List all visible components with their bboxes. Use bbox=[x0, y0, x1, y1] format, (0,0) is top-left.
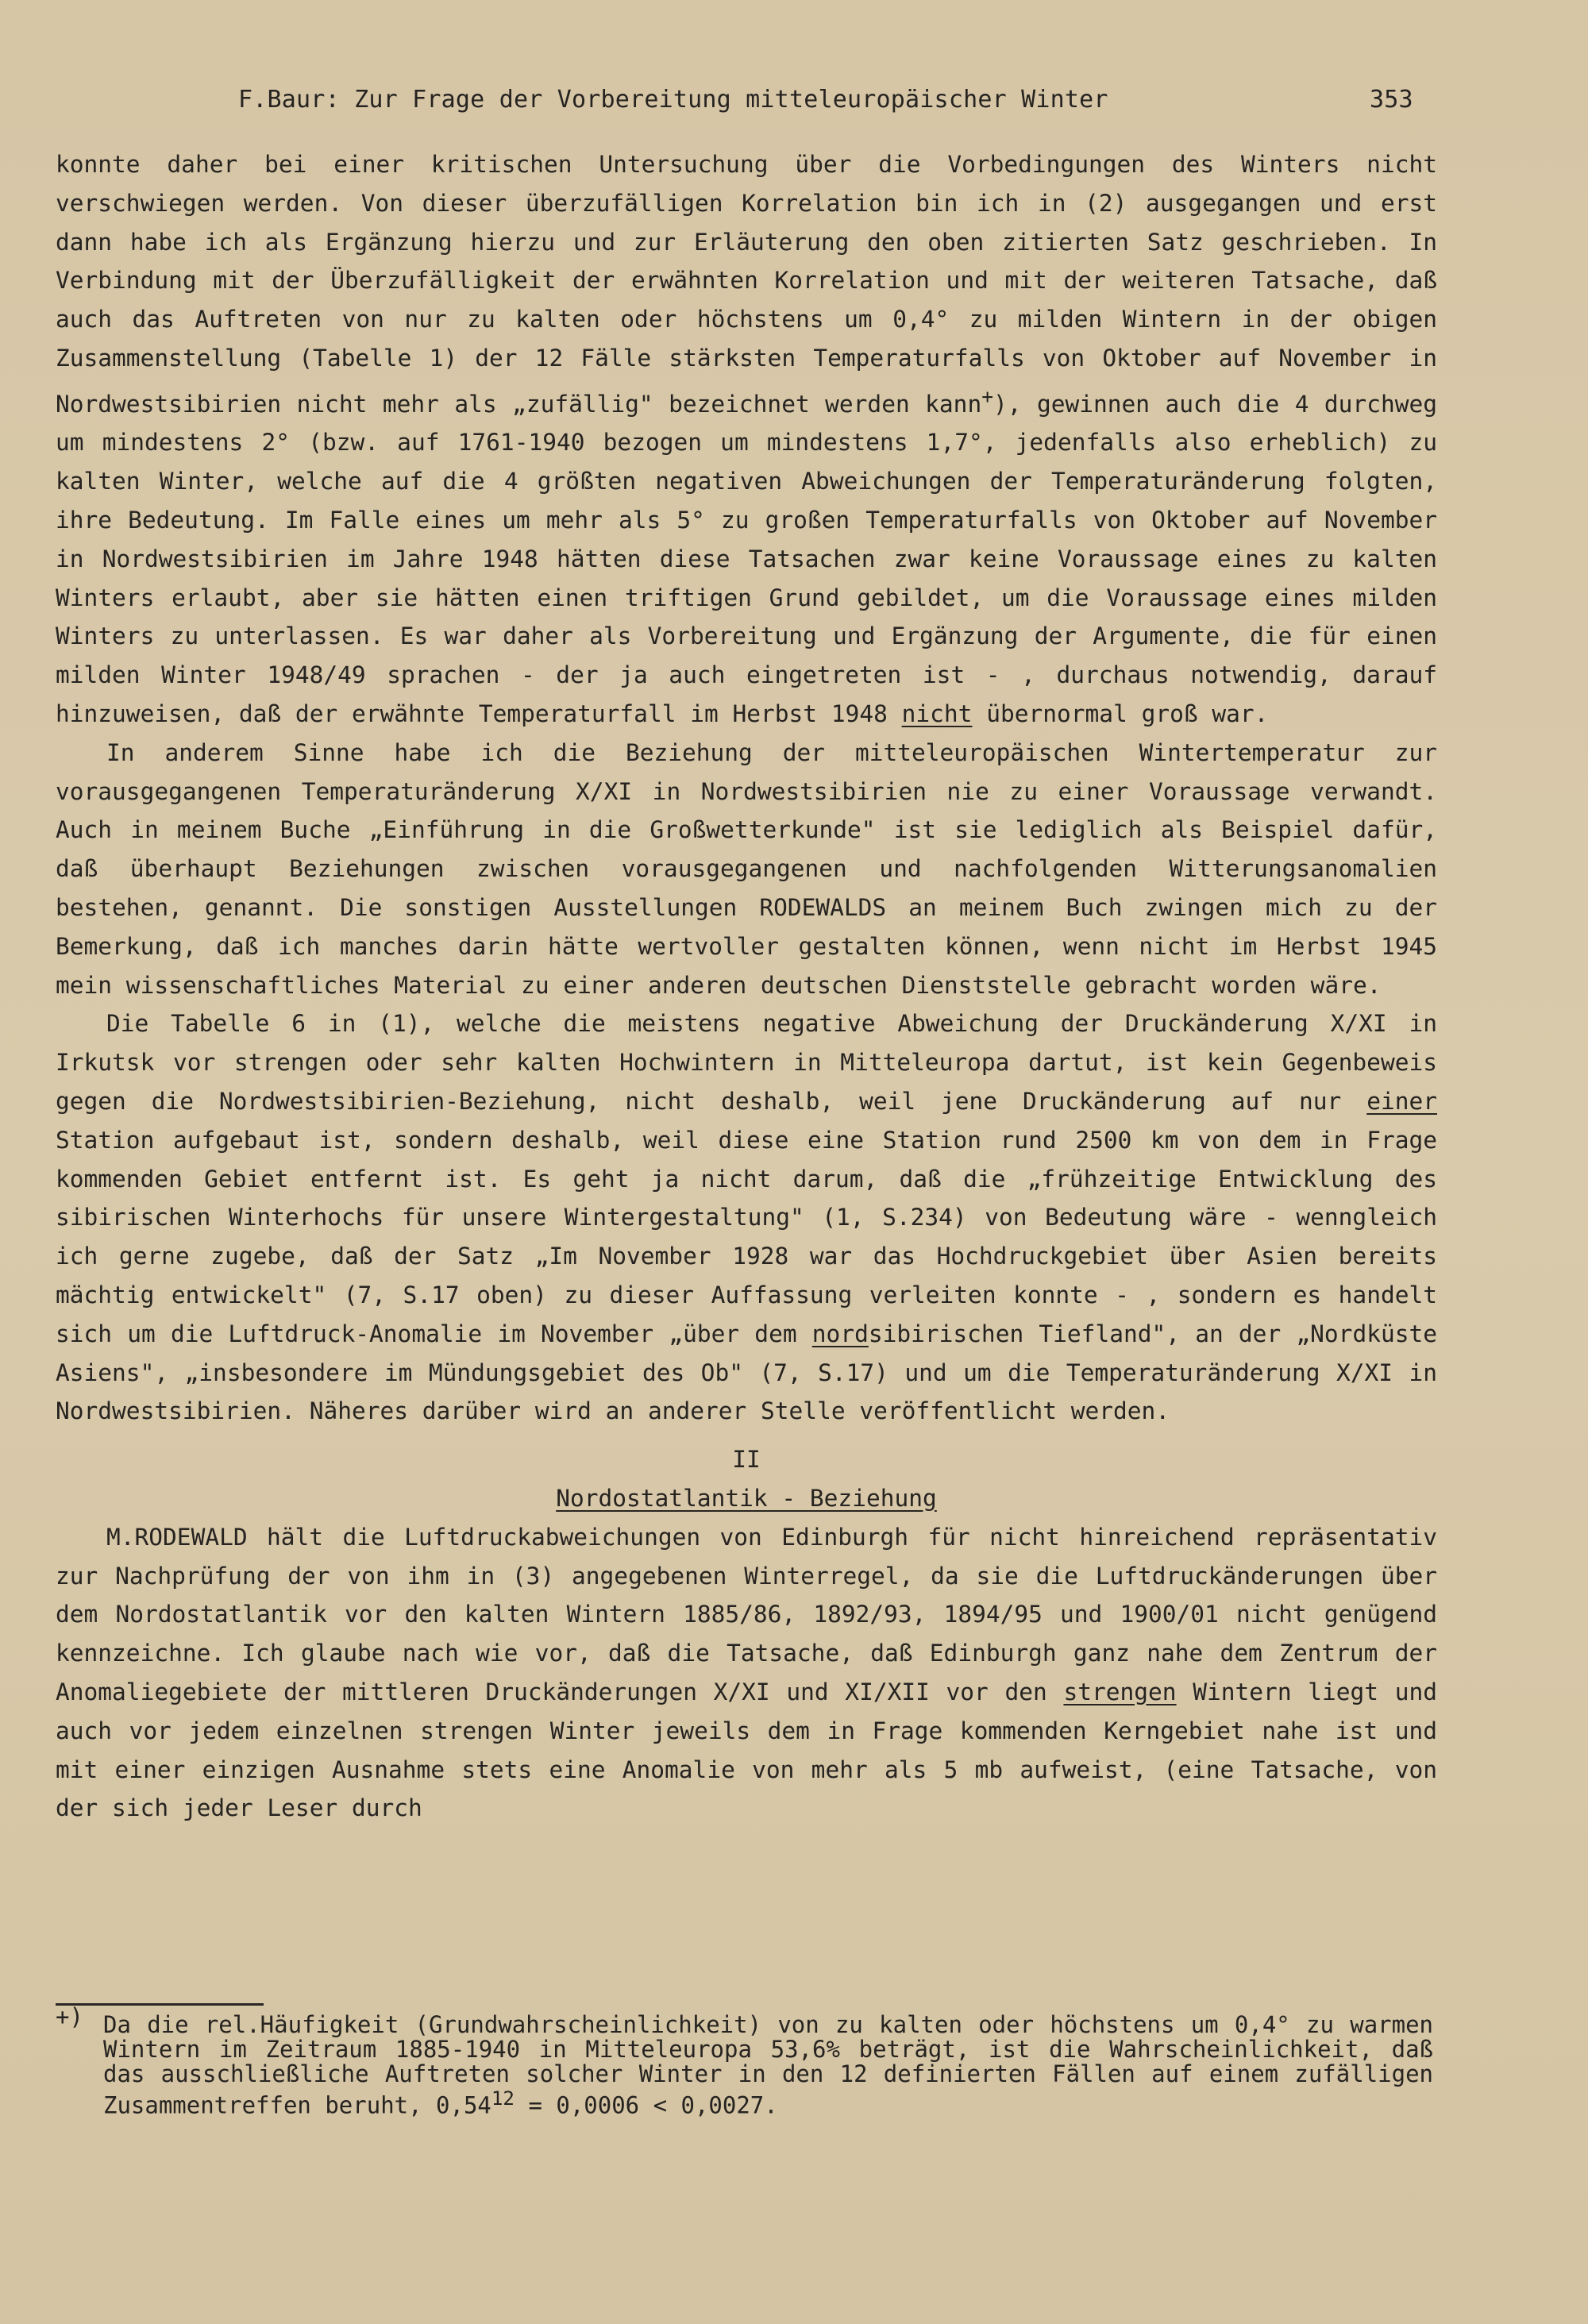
paragraph-4-text-a: M.RODEWALD hält die Luftdruckabweichungen von Edinburgh für nicht hinreichend repräsentativ zur Nachprüfung der von ihm in (3) angegebenen Winterregel, da sie die Luftdruckänderungen über dem Nordostatlantik vor den kalten Wintern 1885/86, 1892/93, 1894/95 und 1900/01 nicht genügend kennzeichne. Ich glaube nach wie vor, daß die Tatsache, daß Edinburgh ganz nahe dem Zentrum der Anomaliegebiete der mittleren Druckänderungen X/XI und XI/XII vor den bbox=[56, 1523, 1437, 1705]
footnote-text-a: Da die rel.Häufigkeit (Grundwahrscheinlichkeit) von zu kalten oder höchstens um 0,4° zu warmen Wintern im Zeitraum 1885-1940 in Mitteleuropa 53,6% beträgt, ist die Wahrscheinlichkeit, daß das ausschließliche Auftreten solcher Winter in den 12 definierten Fällen auf einem zufälligen Zusammentreffen beruht, 0,54 bbox=[103, 2011, 1433, 2119]
emphasis-einer: einer bbox=[1366, 1087, 1437, 1115]
footnote-text bbox=[103, 2013, 1433, 2118]
paragraph-2: In anderem Sinne habe ich die Beziehung der mitteleuropäischen Wintertemperatur zur vorausgegangenen Temperaturänderung X/XI in Nordwestsibirien nie zu einer Voraussage verwandt. Auch in meinem Buche „Einführung in die Großwetterkunde" ist sie lediglich als Beispiel dafür, daß überhaupt Beziehungen zwischen vorausgegangenen und nachfolgenden Witterungsanomalien bestehen, genannt. Die sonstigen Ausstellungen RODEWALDS an meinem Buch zwingen mich zu der Bemerkung, daß ich manches darin hätte wertvoller gestalten können, wenn nicht im Herbst 1945 mein wissenschaftliches Material zu einer anderen deutschen Dienststelle gebracht worden wäre. bbox=[56, 738, 1437, 999]
paragraph-3-text-b: Station aufgebaut ist, sondern deshalb, weil diese eine Station rund 2500 km von dem in Frage kommenden Gebiet entfernt ist. Es geht ja nicht darum, daß die „frühzeitige Entwicklung des sibirischen Winterhochs für unsere Wintergestaltung" (1, S.234) von Bedeutung wäre - wenngleich ich gerne zugebe, daß der Satz „Im November 1928 war das Hochdruckgebiet über Asien bereits mächtig entwickelt" (7, S.17 oben) zu dieser Auffassung verleiten konnte - , sondern es handelt sich um die Luftdruck-Anomalie im November „über dem bbox=[56, 1126, 1437, 1347]
main-text bbox=[56, 145, 1437, 1828]
paragraph-4 bbox=[56, 1518, 1437, 1828]
paragraph-4-text-b: Wintern liegt und auch vor jedem einzelnen strengen Winter jeweils dem in Frage kommenden Kerngebiet nahe ist und mit einer einzigen Ausnahme stets eine Anomalie von mehr als 5 mb aufweist, (eine Tatsache, von der sich jeder Leser durch bbox=[56, 1678, 1438, 1822]
paragraph-1-text-c: übernormal groß war. bbox=[986, 700, 1269, 727]
page-number: 353 bbox=[1370, 86, 1413, 114]
footnote-separator bbox=[56, 2003, 264, 2006]
footnote-mark: +) bbox=[56, 2003, 83, 2030]
paragraph-1 bbox=[56, 145, 1437, 734]
footnote bbox=[56, 2003, 1433, 2119]
emphasis-nicht: nicht bbox=[901, 700, 973, 727]
section-number: II bbox=[732, 1446, 761, 1474]
paragraph-3-text-a: Die Tabelle 6 in (1), welche die meistens negative Abweichung der Druckänderung X/XI in Irkutsk vor strengen oder sehr kalten Hochwintern in Mitteleuropa dartut, ist kein Gegenbeweis gegen die Nordwestsibirien-Beziehung, nicht deshalb, weil jene Druckänderung auf nur bbox=[56, 1010, 1437, 1115]
paragraph-3-text-c: sibirischen Tiefland", an der „Nordküste Asiens", „insbesondere im Mündungsgebiet des Ob" (7, S.17) und um die Temperaturänderung X/XI in Nordwestsibirien. Näheres darüber wird an anderer Stelle veröffentlicht werden. bbox=[56, 1320, 1438, 1425]
paragraph-1-text-a: konnte daher bei einer kritischen Untersuchung über die Vorbedingungen des Winters nicht verschwiegen werden. Von dieser überzufälligen Korrelation bin ich in (2) ausgegangen und erst dann habe ich als Ergänzung hierzu und zur Erläuterung den oben zitierten Satz geschrieben. In Verbindung mit der Überzufälligkeit der erwähnten Korrelation und mit der weiteren Tatsache, daß auch das Auftreten von nur zu kalten oder höchstens um 0,4° zu milden Wintern in der obigen Zusammenstellung (Tabelle 1) der 12 Fälle stärksten Temperaturfalls von Oktober auf November in Nordwestsibirien nicht mehr als „zufällig" bezeichnet werden kann bbox=[56, 151, 1437, 418]
footnote-exponent: 12 bbox=[491, 2087, 515, 2110]
emphasis-nord: nord bbox=[811, 1320, 869, 1347]
paragraph-1-text-b: ), gewinnen auch die 4 durchweg um mindestens 2° (bzw. auf 1761-1940 bezogen um mindestens 1,7°, jedenfalls also erheblich) zu kalten Winter, welche auf die 4 größten negativen Abweichungen der Temperaturänderung folgten, ihre Bedeutung. Im Falle eines um mehr als 5° zu großen Temperaturfalls von Oktober auf November in Nordwestsibirien im Jahre 1948 hätten diese Tatsachen zwar keine Voraussage eines zu kalten Winters erlaubt, aber sie hätten einen triftigen Grund gebildet, um die Voraussage eines milden Winters zu unterlassen. Es war daher als Vorbereitung und Ergänzung der Argumente, die für einen milden Winter 1948/49 sprachen - der ja auch eingetreten ist - , durchaus notwendig, darauf hinzuweisen, daß der erwähnte Temperaturfall im Herbst 1948 bbox=[56, 390, 1437, 727]
footnote-text-b: = 0,0006 < 0,0027. bbox=[528, 2091, 778, 2119]
running-title: F.Baur: Zur Frage der Vorbereitung mitteleuropäischer Winter bbox=[238, 86, 1108, 114]
section-title-text: Nordostatlantik - Beziehung bbox=[556, 1484, 937, 1512]
section-title bbox=[56, 1479, 1437, 1518]
footnote-reference: + bbox=[981, 384, 994, 408]
emphasis-strengen: strengen bbox=[1063, 1678, 1177, 1705]
paragraph-3 bbox=[56, 1004, 1437, 1431]
